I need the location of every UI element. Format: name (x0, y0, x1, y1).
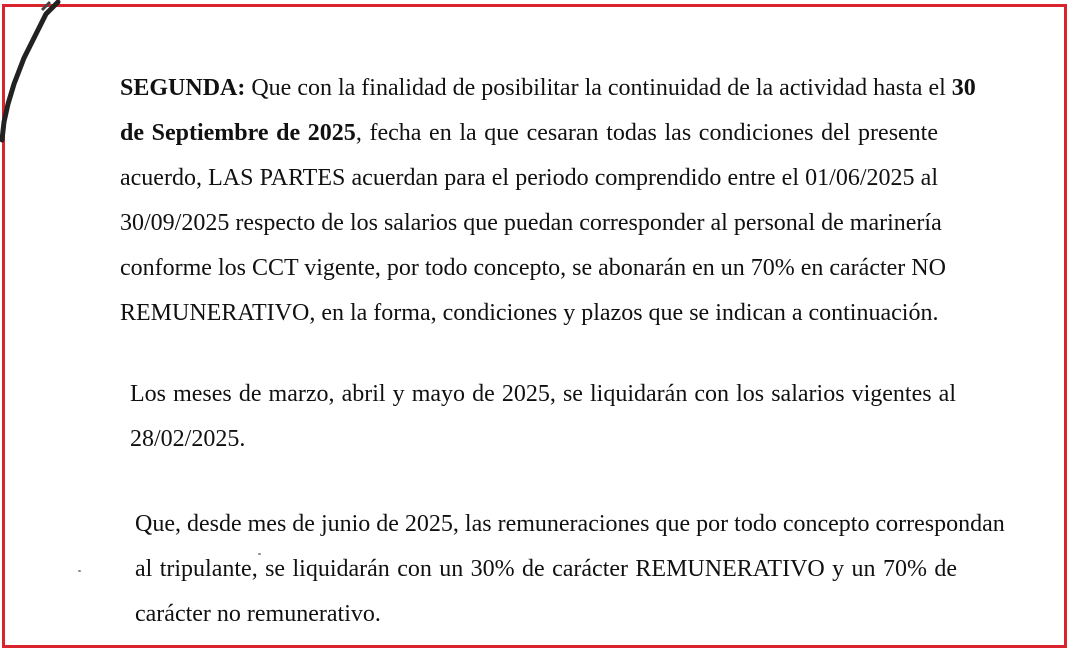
clause-line-3: acuerdo, LAS PARTES acuerdan para el periodo comprendido entre el 01/06/2025 al (120, 165, 938, 191)
clause-line-2 (120, 111, 938, 156)
paragraph-2-line-1: Los meses de marzo, abril y mayo de 2025, se liquidarán con los salarios vigentes al (130, 381, 956, 407)
paragraph-remuneraciones (135, 502, 1005, 637)
clause-label: SEGUNDA: (120, 75, 246, 101)
paragraph-3-line-3: carácter no remunerativo. (135, 601, 381, 627)
clause-line-2-text: , fecha en la que cesaran todas las condiciones del presente (355, 120, 939, 146)
scan-speck (78, 570, 81, 572)
clause-line-5: conforme los CCT vigente, por todo concepto, se abonarán en un 70% en carácter NO (120, 255, 946, 281)
paragraph-3-line-2: al tripulante, se liquidarán con un 30% de carácter REMUNERATIVO y un 70% de (135, 556, 957, 582)
clause-line-6: REMUNERATIVO, en la forma, condiciones y plazos que se indican a continuación. (120, 300, 939, 326)
clause-segunda (120, 66, 976, 336)
clause-line-1-text: Que con la finalidad de posibilitar la continuidad de la actividad hasta el (251, 75, 946, 101)
scan-speck (258, 553, 261, 555)
deadline-date: de Septiembre de 2025 (120, 120, 356, 146)
clause-line-4: 30/09/2025 respecto de los salarios que puedan corresponder al personal de marinería (120, 210, 942, 236)
paragraph-2-line-2: 28/02/2025. (130, 426, 246, 452)
deadline-day: 30 (951, 75, 976, 101)
paragraph-salarios-vigentes (130, 372, 956, 462)
paragraph-3-line-1: Que, desde mes de junio de 2025, las remuneraciones que por todo concepto correspondan (135, 511, 1005, 537)
clause-line-1 (120, 66, 976, 111)
scan-artifact-line (0, 0, 70, 150)
